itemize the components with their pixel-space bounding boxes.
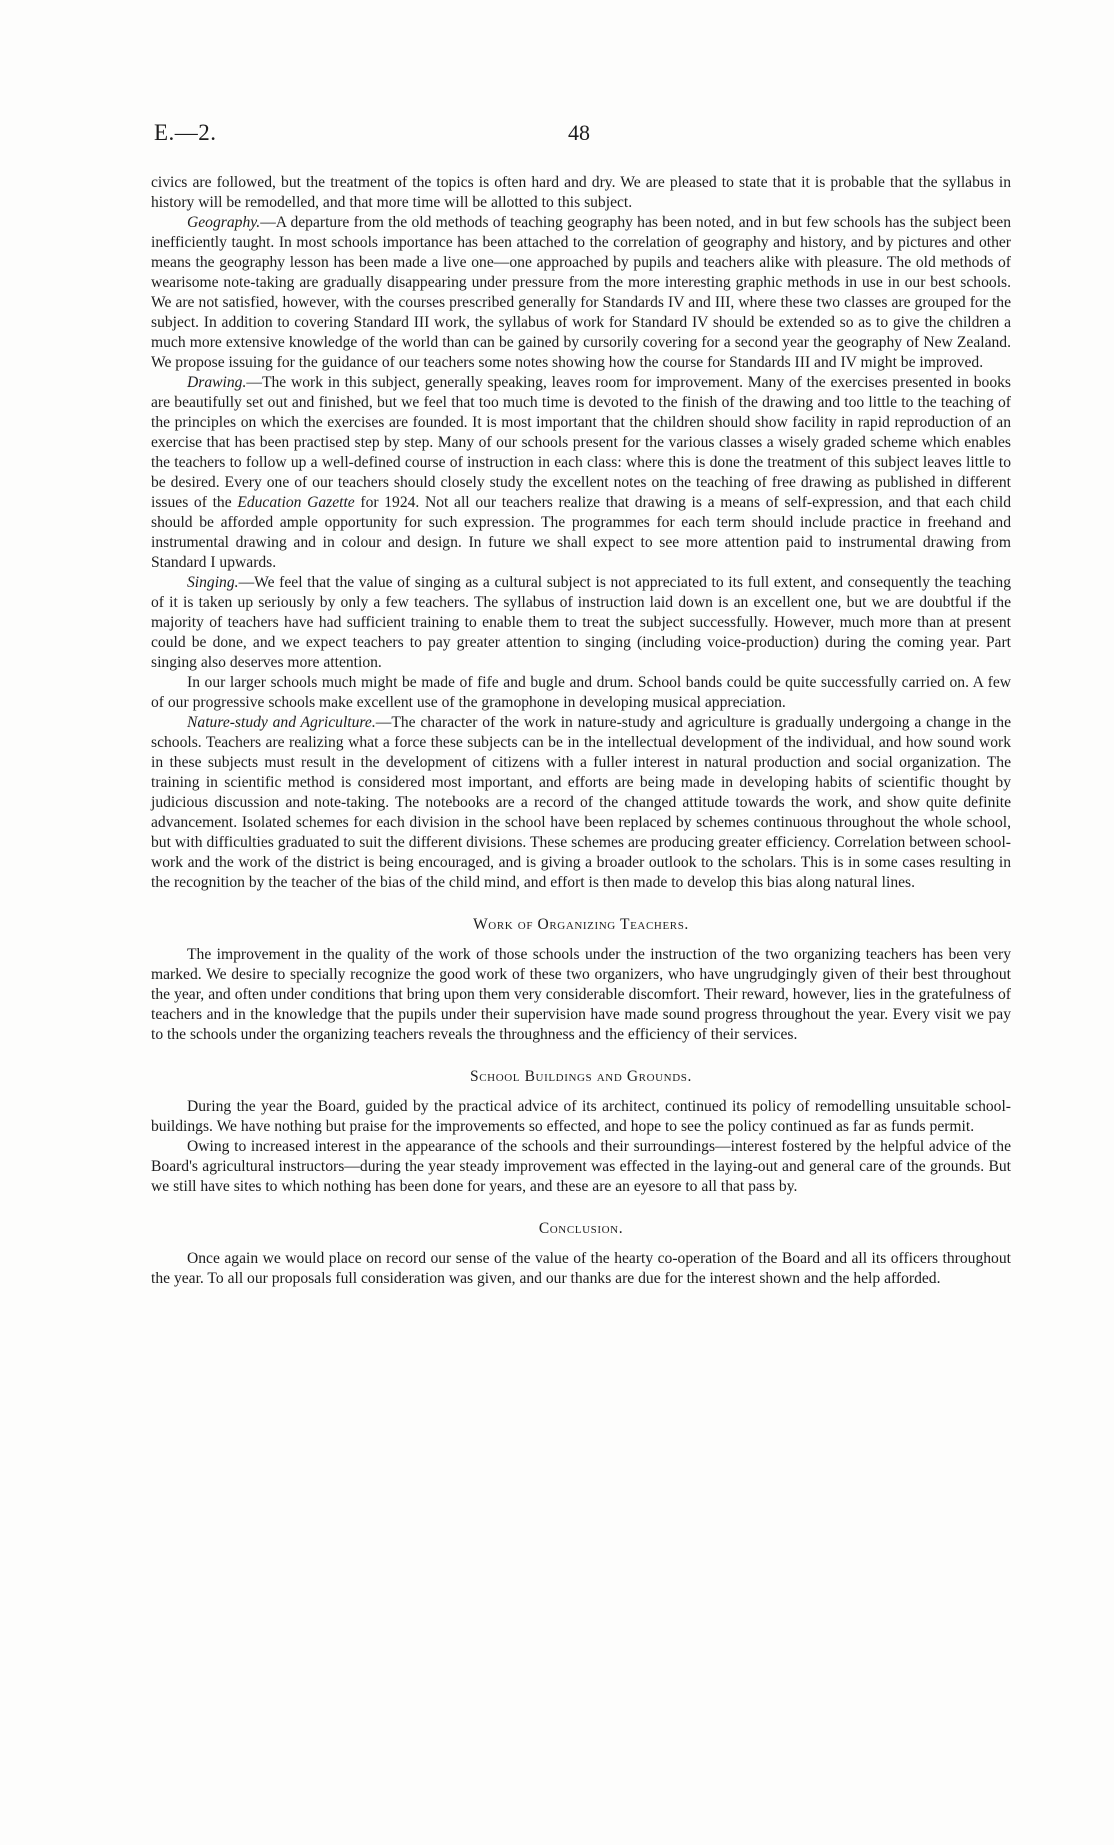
geography-label: Geography.	[187, 214, 261, 231]
paragraph-organizing-teachers: The improvement in the quality of the work of those schools under the instruction of the two organizing teachers has been very marked. We desire to specially recognize the good work of these two organizers, who have ungrudgingly given of their best throughout the year, and often under conditions that bring upon them very considerable discomfort. Their reward, however, lies in the gratefulness of teachers and in the knowledge that the pupils under their supervision have made sound progress throughout the year. Every visit we pay to the schools under the organizing teachers reveals the throughness and the efficiency of their services.	[151, 946, 1011, 1043]
drawing-text-a: —The work in this subject, generally speaking, leaves room for improvement. Many of the exercises presented in books are beautifully set out and finished, but we feel that too much time is devoted to the finish of the drawing and too little to the teaching of the principles on which the exercises are founded. It is most important that the children should show facility in rapid reproduction of an exercise that has been practised step by step. Many of our schools present for the various classes a wisely graded scheme which enables the teachers to follow up a well-defined course of instruction in each class: where this is done the treatment of this subject leaves little to be desired. Every one of our teachers should closely study the excellent notes on the teaching of free drawing as published in different issues of the	[151, 374, 1011, 511]
document-reference: E.—2.	[154, 120, 217, 145]
document-body	[151, 173, 1011, 1289]
heading-school-buildings: School Buildings and Grounds.	[470, 1068, 692, 1085]
singing-label: Singing.	[187, 574, 239, 591]
paragraph-conclusion: Once again we would place on record our sense of the value of the hearty co-operation of the Board and all its officers throughout the year. To all our proposals full consideration was given, and our thanks are due for the interest shown and the help afforded.	[151, 1250, 1011, 1287]
paragraph-school-bands: In our larger schools much might be made of fife and bugle and drum. School bands could be quite successfully carried on. A few of our progressive schools make excellent use of the gramophone in developing musical appreciation.	[151, 674, 1011, 711]
paragraph-buildings-policy: During the year the Board, guided by the practical advice of its architect, continued its policy of remodelling unsuitable school-buildings. We have nothing but praise for the improvements so effected, and hope to see the policy continued as far as funds permit.	[151, 1098, 1011, 1135]
education-gazette-title: Education Gazette	[237, 494, 355, 511]
paragraph-drawing	[151, 373, 1011, 573]
paragraph-geography	[151, 213, 1011, 373]
drawing-text-b: for 1924. Not all our teachers realize that drawing is a means of self-expression, and that each child should be afforded ample opportunity for such expression. The programmes for each term should include practice in freehand and instrumental drawing and in colour and design. In future we shall expect to see more attention paid to instrumental drawing from Standard I upwards.	[151, 494, 1011, 571]
paragraph-grounds: Owing to increased interest in the appearance of the schools and their surroundings—interest fostered by the helpful advice of the Board's agricultural instructors—during the year steady improvement was effected in the laying-out and general care of the grounds. But we still have sites to which nothing has been done for years, and these are an eyesore to all that pass by.	[151, 1138, 1011, 1195]
heading-conclusion: Conclusion.	[538, 1220, 624, 1237]
nature-study-text: —The character of the work in nature-study and agriculture is gradually undergoing a change in the schools. Teachers are realizing what a force these subjects can be in the intellectual development of the individual, and how sound work in these subjects must result in the development of citizens with a fuller interest in natural production and social organization. The training in scientific method is considered most important, and efforts are being made in developing habits of scientific thought by judicious discussion and note-taking. The notebooks are a record of the changed attitude towards the work, and show quite definite advancement. Isolated schemes for each division in the school have been replaced by schemes continuous throughout the whole school, but with difficulties graduated to suit the different divisions. These schemes are producing greater efficiency. Correlation between school-work and the work of the district is being encouraged, and is giving a broader outlook to the scholars. This is in some cases resulting in the recognition by the teacher of the bias of the child mind, and effort is then made to develop this bias along natural lines.	[151, 714, 1011, 891]
page-number: 48	[568, 120, 590, 145]
paragraph-singing	[151, 573, 1011, 673]
geography-text: —A departure from the old methods of teaching geography has been noted, and in but few schools has the subject been inefficiently taught. In most schools importance has been attached to the correlation of geography and history, and by pictures and other means the geography lesson has been made a live one—one approached by pupils and teachers alike with pleasure. The old methods of wearisome note-taking are gradually disappearing under pressure from the more interesting graphic methods in use in our best schools. We are not satisfied, however, with the courses prescribed generally for Standards IV and III, where these two classes are grouped for the subject. In addition to covering Standard III work, the syllabus of work for Standard IV should be extended so as to give the children a much more extensive knowledge of the world than can be gained by cursorily covering for a second year the geography of New Zealand. We propose issuing for the guidance of our teachers some notes showing how the course for Standards III and IV might be improved.	[151, 214, 1011, 371]
nature-study-label: Nature-study and Agriculture.	[187, 714, 376, 731]
paragraph-nature-study	[151, 713, 1011, 893]
heading-organizing-teachers: Work of Organizing Teachers.	[473, 916, 689, 933]
drawing-label: Drawing.	[187, 374, 247, 391]
paragraph-civics: civics are followed, but the treatment of the topics is often hard and dry. We are pleased to state that it is probable that the syllabus in history will be remodelled, and that more time will be allotted to this subject.	[151, 174, 1011, 211]
singing-text: —We feel that the value of singing as a cultural subject is not appreciated to its full extent, and consequently the teaching of it is taken up seriously by only a few teachers. The syllabus of instruction laid down is an excellent one, but we are doubtful if the majority of teachers have had sufficient training to enable them to treat the subject successfully. However, much more than at present could be done, and we expect teachers to pay greater attention to singing (including voice-production) during the coming year. Part singing also deserves more attention.	[151, 574, 1011, 671]
